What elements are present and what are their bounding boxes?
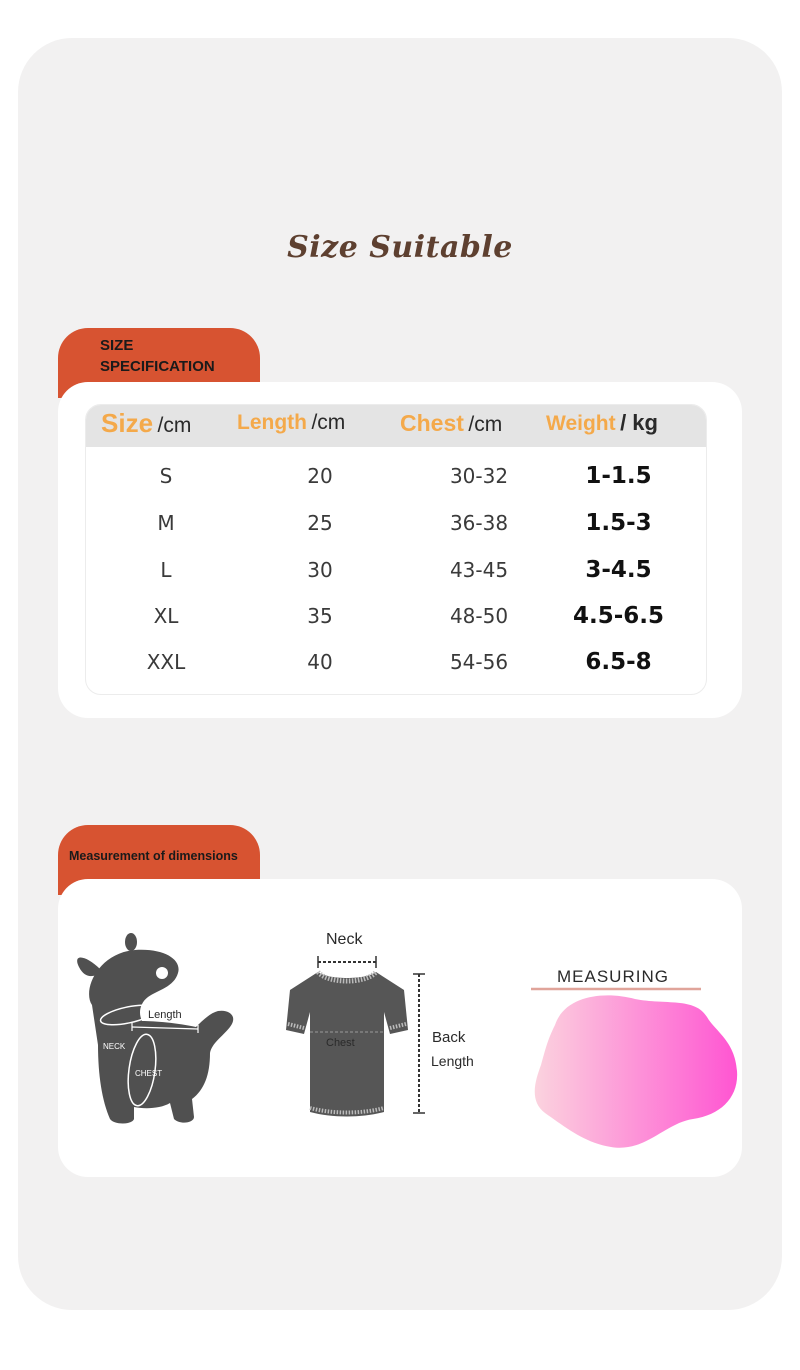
header-weight-unit: / kg: [620, 410, 658, 435]
cell-weight: 4.5-6.5: [572, 603, 665, 629]
table-header: [86, 405, 706, 447]
dog-neck-label: NECK: [103, 1042, 126, 1051]
header-chest: [400, 410, 502, 437]
tab-line-2: SPECIFICATION: [100, 358, 215, 375]
table-row: [86, 639, 706, 685]
cell-size: L: [160, 558, 172, 582]
cell-weight: 1-1.5: [585, 463, 652, 489]
cell-chest: 48-50: [449, 604, 509, 628]
cell-chest: 30-32: [449, 464, 509, 488]
tab-line-1: SIZE: [100, 337, 134, 354]
cell-weight: 1.5-3: [585, 510, 652, 536]
header-size-unit: /cm: [157, 414, 192, 437]
back-label-line2: Length: [431, 1053, 474, 1069]
dog-chest-label: CHEST: [135, 1069, 163, 1078]
cell-chest: 43-45: [449, 558, 509, 582]
header-chest-unit: /cm: [468, 413, 503, 436]
table-row: [86, 547, 706, 593]
cell-length: 40: [307, 650, 333, 674]
shirt-neck-label: Neck: [326, 931, 363, 948]
header-length-name: Length: [237, 411, 307, 434]
header-weight: [546, 410, 658, 436]
cell-chest: 54-56: [449, 650, 509, 674]
table-row: [86, 593, 706, 639]
back-label-line1: Back: [432, 1029, 466, 1046]
size-table: [85, 404, 707, 695]
table-row: [86, 453, 706, 499]
measurement-tab-label: Measurement of dimensions: [69, 849, 238, 863]
cell-weight: 6.5-8: [585, 649, 652, 675]
cell-size: S: [159, 464, 173, 488]
cell-length: 25: [307, 511, 333, 535]
cell-length: 30: [307, 558, 333, 582]
measuring-blob-icon: [525, 985, 745, 1155]
shirt-diagram-icon: [282, 950, 412, 1120]
dog-length-label: Length: [148, 1009, 182, 1021]
header-chest-name: Chest: [400, 410, 464, 436]
shirt-chest-label: Chest: [326, 1037, 355, 1049]
page-title: Size Suitable: [287, 230, 513, 265]
cell-size: XXL: [146, 650, 186, 674]
header-length-unit: /cm: [311, 411, 346, 434]
cell-size: XL: [153, 604, 179, 628]
cell-length: 20: [307, 464, 333, 488]
dog-silhouette-icon: [70, 925, 245, 1130]
cell-chest: 36-38: [449, 511, 509, 535]
table-row: [86, 500, 706, 546]
cell-weight: 3-4.5: [585, 557, 652, 583]
header-size-name: Size: [101, 408, 154, 438]
cell-size: M: [157, 511, 175, 535]
cell-length: 35: [307, 604, 333, 628]
header-size: [101, 408, 191, 439]
header-length: [237, 411, 345, 435]
measuring-label: MEASURING: [557, 967, 669, 986]
back-length-ruler-icon: [410, 972, 430, 1117]
header-weight-name: Weight: [546, 412, 616, 435]
